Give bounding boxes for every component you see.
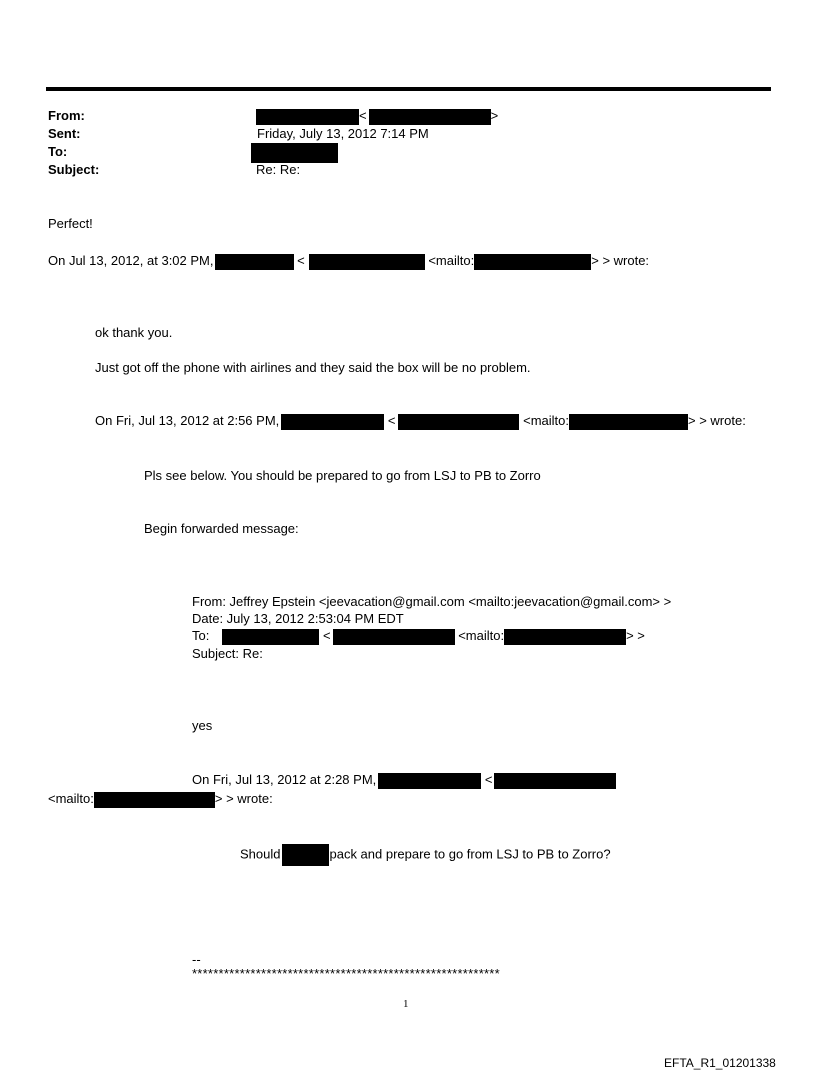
quote-line-2 xyxy=(95,413,746,430)
to-label: To: xyxy=(48,144,68,159)
redaction-box xyxy=(282,844,329,866)
redaction-box xyxy=(251,143,338,163)
to-value xyxy=(251,143,338,163)
fwd-to-line xyxy=(192,628,645,645)
page-number: 1 xyxy=(403,998,409,1010)
redaction-box xyxy=(369,109,491,125)
fwd-from-line: From: Jeffrey Epstein <jeevacation@gmail.com <mailto:jeevacation@gmail.com> > xyxy=(192,594,672,609)
yes-text: yes xyxy=(192,718,213,733)
fwd-to-mailto: <mailto: xyxy=(458,628,505,643)
quote-line-2-end: > > wrote: xyxy=(688,413,746,428)
fwd-date-line: Date: July 13, 2012 2:53:04 PM EDT xyxy=(192,611,404,626)
should-start: Should xyxy=(240,846,281,862)
redaction-box xyxy=(281,414,384,430)
redaction-box xyxy=(378,773,481,789)
quote-line-3-cont xyxy=(48,791,273,808)
ok-thanks-text: ok thank you. xyxy=(95,325,173,340)
redaction-box xyxy=(333,629,455,645)
redaction-box xyxy=(222,629,319,645)
quote-line-1-lt: < xyxy=(297,253,305,268)
quote-line-1 xyxy=(48,253,649,270)
fwd-to-end: > > xyxy=(626,628,645,643)
signature-dashes: -- xyxy=(192,952,201,967)
sent-label: Sent: xyxy=(48,126,81,141)
quote-line-3-end: > > wrote: xyxy=(214,791,273,806)
perfect-text: Perfect! xyxy=(48,216,93,231)
document-id: EFTA_R1_01201338 xyxy=(664,1056,776,1070)
quote-line-1-end: > > wrote: xyxy=(591,253,650,268)
fwd-to-label: To: xyxy=(192,628,210,643)
airlines-text: Just got off the phone with airlines and they said the box will be no problem. xyxy=(95,360,531,375)
quote-line-2-lt: < xyxy=(387,413,396,428)
redaction-box xyxy=(256,109,359,125)
sent-value: Friday, July 13, 2012 7:14 PM xyxy=(257,126,429,141)
fwd-to-lt: < xyxy=(322,628,331,643)
should-end: pack and prepare to go from LSJ to PB to Zorro? xyxy=(329,846,611,862)
stars-line: ********************************************************** xyxy=(192,966,500,981)
redaction-box xyxy=(474,254,591,270)
from-lt: < xyxy=(359,108,367,123)
from-value xyxy=(256,108,498,125)
quote-line-3-mailto: <mailto: xyxy=(48,791,94,806)
pls-see-text: Pls see below. You should be prepared to go from LSJ to PB to Zorro xyxy=(144,468,541,483)
fwd-subject-line: Subject: Re: xyxy=(192,646,263,661)
redaction-box xyxy=(494,773,616,789)
quote-line-2-mailto: <mailto: xyxy=(523,413,569,428)
should-line xyxy=(240,844,611,866)
subject-label: Subject: xyxy=(48,162,100,177)
redaction-box xyxy=(398,414,519,430)
redaction-box xyxy=(94,792,215,808)
quote-line-3 xyxy=(192,772,616,789)
redaction-box xyxy=(309,254,425,270)
quote-line-1-mailto: <mailto: xyxy=(428,253,475,268)
quote-line-3-lt: < xyxy=(484,772,493,787)
redaction-box xyxy=(215,254,294,270)
redaction-box xyxy=(569,414,688,430)
quote-line-2-start: On Fri, Jul 13, 2012 at 2:56 PM, xyxy=(95,413,280,428)
subject-value: Re: Re: xyxy=(256,162,301,177)
from-label: From: xyxy=(48,108,85,123)
begin-forwarded-text: Begin forwarded message: xyxy=(144,521,299,536)
quote-line-3-start: On Fri, Jul 13, 2012 at 2:28 PM, xyxy=(192,772,377,787)
quote-line-1-start: On Jul 13, 2012, at 3:02 PM, xyxy=(48,253,214,268)
redaction-box xyxy=(504,629,626,645)
header-rule xyxy=(46,87,771,91)
from-gt: > xyxy=(490,108,499,123)
